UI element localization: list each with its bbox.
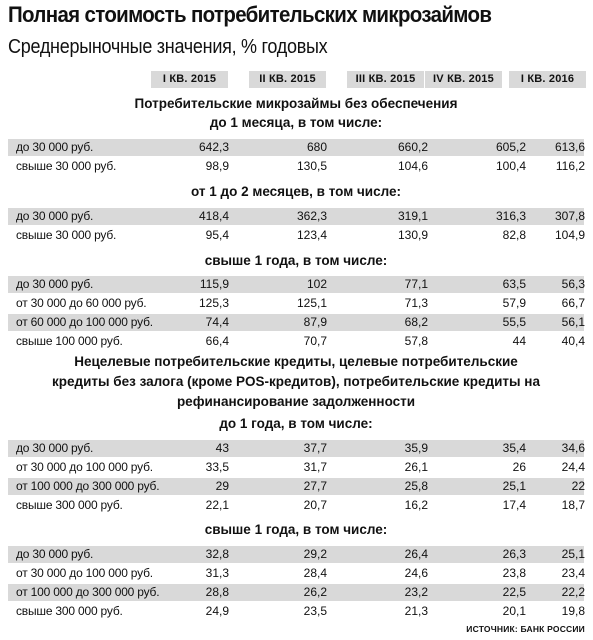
cell-value: 33,5 [205,460,229,474]
cell-value: 95,4 [205,228,229,242]
cell-value: 27,7 [303,479,327,493]
table-row [8,295,584,312]
cell-value: 23,2 [404,585,428,599]
cell-value: 28,4 [303,566,327,580]
cell-value: 26,4 [404,547,428,561]
cell-value: 28,8 [205,585,229,599]
section-title-line: рефинансирование задолженности [176,394,416,409]
cell-value: 21,3 [404,604,428,618]
row-label: от 30 000 до 100 000 руб. [16,460,153,474]
column-header-q3-2015: III КВ. 2015 [347,71,424,88]
cell-value: 613,6 [554,140,585,154]
cell-value: 19,8 [561,604,585,618]
cell-value: 24,9 [205,604,229,618]
cell-value: 66,7 [561,296,585,310]
table-row [8,546,584,563]
table-row [8,227,584,244]
row-label: свыше 300 000 руб. [16,498,123,512]
cell-value: 31,3 [205,566,229,580]
cell-value: 123,4 [296,228,327,242]
table-row [8,440,584,457]
cell-value: 25,8 [404,479,428,493]
cell-value: 24,6 [404,566,428,580]
cell-value: 37,7 [303,441,327,455]
row-label: до 30 000 руб. [16,209,94,223]
cell-value: 660,2 [397,140,428,154]
cell-value: 87,9 [303,315,327,329]
row-label: до 30 000 руб. [16,547,94,561]
cell-value: 35,4 [502,441,526,455]
cell-value: 26 [512,460,526,474]
cell-value: 418,4 [198,209,229,223]
row-label: от 100 000 до 300 000 руб. [16,479,160,493]
cell-value: 104,9 [554,228,585,242]
cell-value: 43 [215,441,229,455]
cell-value: 66,4 [205,334,229,348]
table-row [8,139,584,156]
cell-value: 23,8 [502,566,526,580]
cell-value: 17,4 [502,498,526,512]
section-title: Потребительские микрозаймы без обеспечения [134,96,458,111]
group-title: до 1 года, в том числе: [219,416,373,431]
column-header-q1-2016: I КВ. 2016 [509,71,586,88]
cell-value: 130,5 [296,159,327,173]
cell-value: 26,3 [502,547,526,561]
cell-value: 23,5 [303,604,327,618]
cell-value: 319,1 [397,209,428,223]
group-title: от 1 до 2 месяцев, в том числе: [190,184,401,199]
cell-value: 125,3 [198,296,229,310]
table-row [8,565,584,582]
row-label: до 30 000 руб. [16,140,94,154]
cell-value: 116,2 [555,159,585,173]
section-title-line: Нецелевые потребительские кредиты, целевые потребительские [74,354,518,369]
cell-value: 16,2 [404,498,428,512]
cell-value: 56,1 [561,315,585,329]
table-row [8,584,584,601]
column-header-q4-2015: IV КВ. 2015 [425,71,502,88]
cell-value: 680 [306,140,327,154]
cell-value: 26,1 [404,460,428,474]
row-label: свыше 100 000 руб. [16,334,123,348]
cell-value: 70,7 [303,334,327,348]
cell-value: 605,2 [495,140,526,154]
cell-value: 18,7 [561,498,585,512]
table-row [8,603,584,620]
cell-value: 34,6 [561,441,585,455]
table-row [8,459,584,476]
cell-value: 57,9 [502,296,526,310]
table-row [8,314,584,331]
row-label: свыше 30 000 руб. [16,159,117,173]
cell-value: 25,1 [502,479,526,493]
cell-value: 77,1 [404,277,428,291]
cell-value: 104,6 [397,159,428,173]
column-header-q2-2015: II КВ. 2015 [249,71,326,88]
cell-value: 22 [571,479,585,493]
row-label: до 30 000 руб. [16,277,94,291]
cell-value: 98,9 [205,159,229,173]
group-title: до 1 месяца, в том числе: [209,115,383,130]
cell-value: 22,1 [205,498,229,512]
table-row [8,158,584,175]
group-title: свыше 1 года, в том числе: [204,522,388,537]
cell-value: 22,5 [502,585,526,599]
cell-value: 25,1 [561,547,585,561]
cell-value: 57,8 [404,334,428,348]
row-label: от 30 000 до 100 000 руб. [16,566,153,580]
cell-value: 56,3 [561,277,585,291]
cell-value: 102 [306,277,327,291]
cell-value: 32,8 [205,547,229,561]
table-row [8,478,584,495]
cell-value: 130,9 [397,228,428,242]
source-note: ИСТОЧНИК: БАНК РОССИИ [466,624,585,634]
page-title: Полная стоимость потребительских микрозаймов [8,2,492,27]
cell-value: 44 [512,334,526,348]
table-row [8,208,584,225]
cell-value: 26,2 [303,585,327,599]
cell-value: 115,9 [199,277,229,291]
cell-value: 125,1 [296,296,327,310]
cell-value: 71,3 [404,296,428,310]
cell-value: 29,2 [303,547,327,561]
cell-value: 100,4 [495,159,526,173]
table-row [8,497,584,514]
cell-value: 55,5 [502,315,526,329]
row-label: от 60 000 до 100 000 руб. [16,315,153,329]
cell-value: 35,9 [404,441,428,455]
cell-value: 82,8 [502,228,526,242]
cell-value: 316,3 [495,209,526,223]
cell-value: 24,4 [561,460,585,474]
cell-value: 362,3 [296,209,327,223]
table-row [8,333,584,350]
cell-value: 22,2 [561,585,585,599]
cell-value: 20,7 [303,498,327,512]
row-label: от 30 000 до 60 000 руб. [16,296,147,310]
row-label: от 100 000 до 300 000 руб. [16,585,160,599]
cell-value: 307,8 [554,209,585,223]
cell-value: 31,7 [303,460,327,474]
cell-value: 20,1 [502,604,526,618]
page-subtitle: Среднерыночные значения, % годовых [8,36,328,58]
cell-value: 63,5 [502,277,526,291]
cell-value: 68,2 [404,315,428,329]
cell-value: 40,4 [561,334,585,348]
cell-value: 74,4 [205,315,229,329]
cell-value: 23,4 [561,566,585,580]
table-row [8,276,584,293]
row-label: свыше 300 000 руб. [16,604,123,618]
section-title-line: кредиты без залога (кроме POS-кредитов), потребительские кредиты на [52,374,540,389]
cell-value: 642,3 [198,140,229,154]
column-header-q1-2015: I КВ. 2015 [151,71,228,88]
group-title: свыше 1 года, в том числе: [204,253,388,268]
cell-value: 29 [215,479,229,493]
row-label: свыше 30 000 руб. [16,228,117,242]
row-label: до 30 000 руб. [16,441,94,455]
